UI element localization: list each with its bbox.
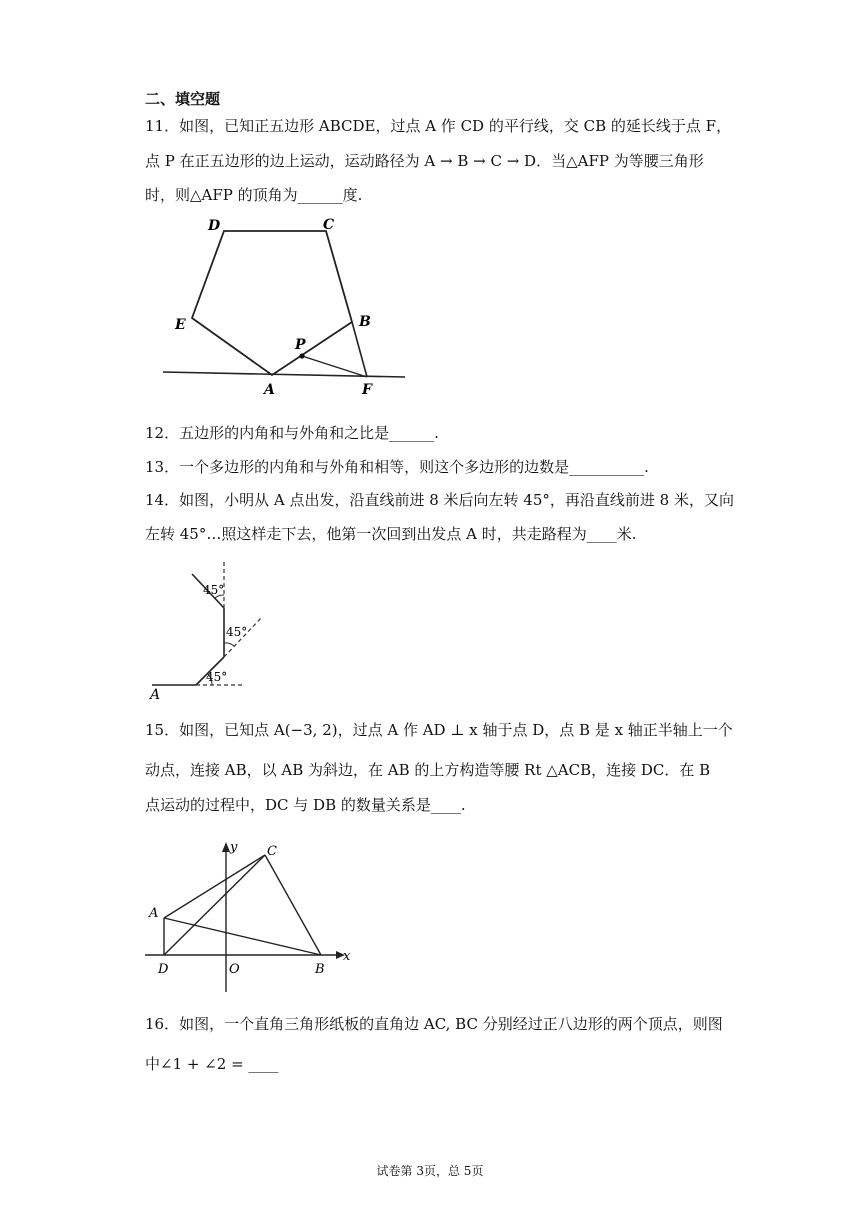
q16-line-1: 16．如图，一个直角三角形纸板的直角边 AC, BC 分别经过正八边形的两个顶点，则图	[145, 1015, 723, 1033]
q11-pentagon-figure	[150, 212, 420, 402]
label-o: O	[229, 962, 240, 977]
q12-line-1: 12．五边形的内角和与外角和之比是______.	[145, 424, 439, 442]
q15-line-3: 点运动的过程中，DC 与 DB 的数量关系是____.	[145, 796, 466, 814]
label-f: F	[362, 382, 372, 398]
extension-bf	[352, 322, 367, 377]
label-d: D	[158, 962, 169, 977]
label-c: C	[267, 844, 277, 859]
label-p: P	[295, 337, 306, 353]
q15-line-2: 动点，连接 AB，以 AB 为斜边，在 AB 的上方构造等腰 Rt △ACB，连接 DC．在 B	[145, 761, 711, 779]
q11-line-2: 点 P 在正五边形的边上运动，运动路径为 A → B → C → D．当△AFP 为等腰三角形	[145, 152, 704, 170]
label-e: E	[175, 317, 186, 333]
q15-line-1: 15．如图，已知点 A(−3, 2)，过点 A 作 AD ⊥ x 轴于点 D，点 B 是 x 轴正半轴上一个	[145, 721, 733, 739]
label-a: A	[264, 382, 275, 398]
q16-line-2: 中∠1 + ∠2 = ____	[145, 1055, 279, 1073]
segment-dc	[164, 855, 265, 955]
label-c: C	[323, 217, 335, 233]
segment-ac	[164, 855, 265, 918]
section-title: 二、填空题	[145, 90, 221, 108]
label-a: A	[150, 687, 161, 703]
segment-cb	[265, 855, 321, 955]
parallel-line-af	[163, 372, 405, 377]
segment-ab	[164, 918, 321, 955]
angle-arc-2	[224, 643, 234, 646]
q14-line-2: 左转 45°…照这样走下去，他第一次回到出发点 A 时，共走路程为____米.	[145, 525, 637, 543]
label-d: D	[208, 218, 221, 234]
q14-line-1: 14．如图，小明从 A 点出发，沿直线前进 8 米后向左转 45°，再沿直线前进 8 米，又向	[145, 491, 734, 509]
y-axis-arrow	[222, 842, 230, 852]
point-p	[299, 353, 304, 358]
q13-line-1: 13．一个多边形的内角和与外角和相等，则这个多边形的边数是__________.	[145, 458, 649, 476]
page-footer: 试卷第 3页，总 5页	[376, 1164, 484, 1178]
label-b: B	[359, 314, 371, 330]
label-a: A	[149, 906, 159, 921]
pentagon-abcde	[192, 231, 352, 375]
label-x: x	[343, 949, 351, 964]
segment-pf	[302, 356, 367, 377]
q11-line-1: 11．如图，已知正五边形 ABCDE，过点 A 作 CD 的平行线，交 CB 的延长线于点 F，	[145, 117, 732, 135]
angle-label-3: 45°	[203, 583, 225, 597]
angle-label-2: 45°	[226, 625, 248, 639]
label-b: B	[315, 962, 325, 977]
angle-label-1: 45°	[206, 670, 228, 684]
q11-line-3: 时，则△AFP 的顶角为______度.	[145, 186, 363, 204]
q14-path-figure	[140, 560, 280, 705]
label-y: y	[230, 840, 238, 855]
q15-coordinate-figure	[140, 835, 360, 995]
